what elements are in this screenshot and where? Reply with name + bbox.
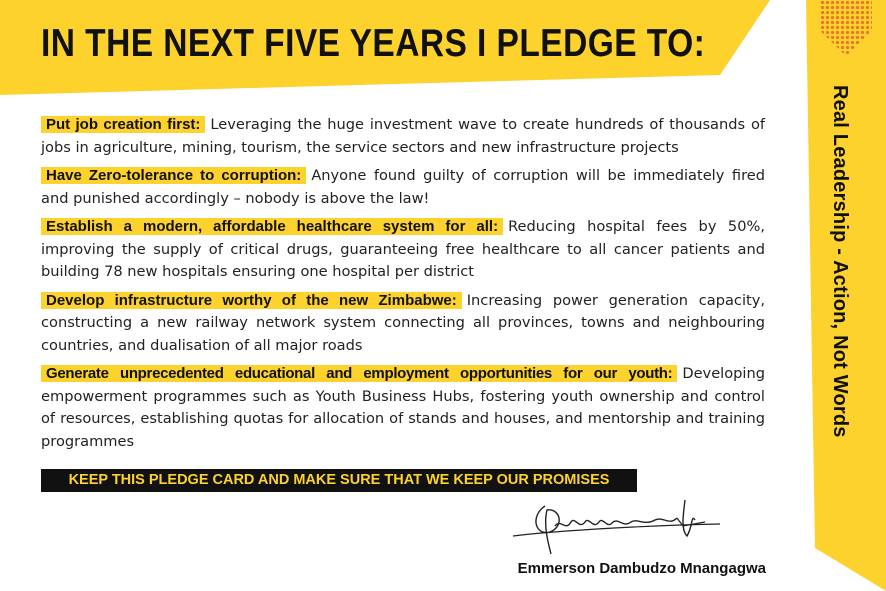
slogan: Real Leadership - Action, Not Words [829, 85, 851, 438]
pledge-text: Leveraging the huge investment wave to create hundreds of thousands of jobs in agriculture, mining, tourism, the service sectors and new infrastructure projects [41, 116, 766, 156]
pledge-text: Anyone found guilty of corruption will be immediately fired and punished accordingly – nobody is above the law! [41, 167, 765, 207]
signatory-name: Emmerson Dambudzo Mnangagwa [517, 560, 766, 577]
signature [505, 496, 735, 558]
cta-banner: KEEP THIS PLEDGE CARD AND MAKE SURE THAT WE KEEP OUR PROMISES [41, 469, 637, 492]
pledge-text: Developing empowerment programmes such as Youth Business Hubs, fostering youth ownership and control of resources, establishing quotas for allocation of stands and houses, and mentorship and training programmes [41, 365, 765, 450]
pledge-title: Generate unprecedented educational and employment opportunities for our youth: [41, 365, 677, 382]
pledge-title: Develop infrastructure worthy of the new Zimbabwe: [41, 292, 462, 309]
pledge-title: Have Zero-tolerance to corruption: [41, 167, 306, 184]
pledge-item [41, 114, 765, 159]
headline: IN THE NEXT FIVE YEARS I PLEDGE TO: [41, 22, 706, 65]
pledge-item [41, 290, 765, 358]
pledge-item [41, 216, 765, 284]
pledge-item [41, 165, 765, 210]
pledge-text: Increasing power generation capacity, constructing a new railway network system connecting all provinces, towns and neighbouring countries, and dualisation of all major roads [41, 291, 765, 354]
pledge-title: Establish a modern, affordable healthcare system for all: [41, 218, 503, 235]
pledge-list [41, 114, 765, 459]
pledge-text: Reducing hospital fees by 50%, improving the supply of critical drugs, guaranteeing free healthcare to all cancer patients and building 78 new hospitals ensuring one hospital per district [41, 218, 765, 280]
pledge-item [41, 363, 765, 453]
pledge-title: Put job creation first: [41, 116, 205, 133]
